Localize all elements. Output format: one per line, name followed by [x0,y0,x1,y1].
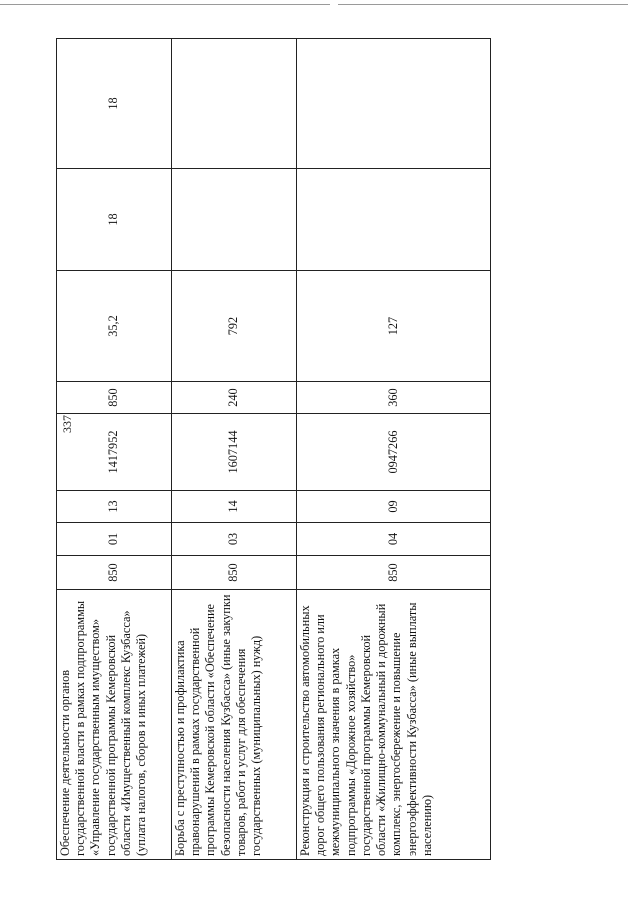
table-row [57,39,172,860]
row-description: Борьба с преступностью и профилактика правонарушений в рамках государственной программы Кемеровской области «Обеспечение безопасности населения Кузбасса» (иные закупки товаров, работ и услуг для обеспечения государственных (муниципальных) нужд) [172,590,297,860]
podrazdel-code: 14 [172,491,297,523]
row-description: Реконструкция и строительство автомобильных дорог общего пользования регионального или межмуниципального значения в рамках подпрограммы «Дорожное хозяйство» государственной программы Кемеровской области «Жилищно-коммунальный и дорожный комплекс, энергосбережение и повышение энергоэффективности Кузбасса» (иные выплаты населению) [297,590,491,860]
row-description: Обеспечение деятельности органов государственной власти в рамках подпрограммы «Управление государственным имуществом» государственной программы Кемеровской области «Имущественный комплекс Кузбасса» (уплата налогов, сборов и иных платежей) [57,590,172,860]
vedomstvo-code: 850 [57,556,172,590]
expense-type-code: 240 [172,382,297,414]
sum-year-2 [297,169,491,271]
podrazdel-code: 09 [297,491,491,523]
sum-year-2 [172,169,297,271]
target-article-code: 0947266 [297,414,491,491]
sum-year-1: 792 [172,271,297,382]
page-number: 337 [60,415,74,433]
sum-year-3 [172,39,297,169]
scan-edge-line [0,4,330,5]
sum-year-1: 35,2 [57,271,172,382]
expense-type-code: 850 [57,382,172,414]
razdel-code: 01 [57,523,172,556]
expense-type-code: 360 [297,382,491,414]
target-article-code: 1417952 [57,414,172,491]
sum-year-1: 127 [297,271,491,382]
target-article-code: 1607144 [172,414,297,491]
podrazdel-code: 13 [57,491,172,523]
sum-year-3 [297,39,491,169]
vedomstvo-code: 850 [172,556,297,590]
budget-table [56,38,491,860]
razdel-code: 03 [172,523,297,556]
razdel-code: 04 [297,523,491,556]
table-row [297,39,491,860]
vedomstvo-code: 850 [297,556,491,590]
sum-year-2: 18 [57,169,172,271]
scan-edge-line [338,4,628,5]
sum-year-3: 18 [57,39,172,169]
table-row [172,39,297,860]
budget-table-rotated [56,39,490,860]
